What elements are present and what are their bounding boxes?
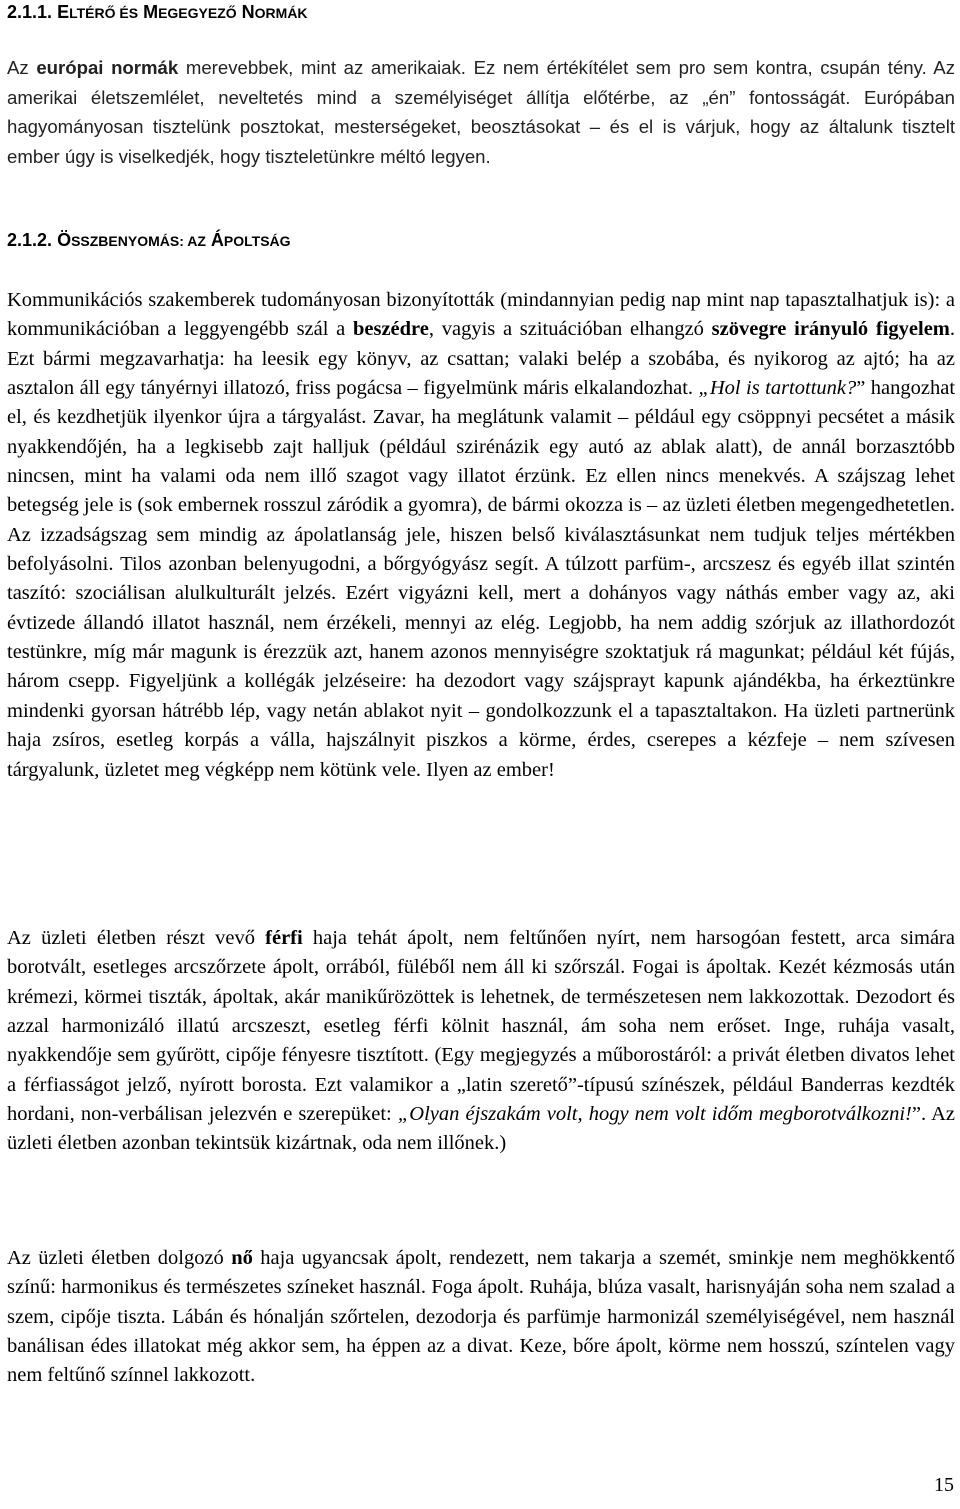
paragraph-communication: Kommunikációs szakemberek tudományosan bizonyították (mindannyian pedig nap mint nap tapasztalhatjuk is): a kommunikációban a leggyengébb szál a beszédre, vagyis a szituációban elhangzó szövegre irányuló figyelem. Ezt bármi megzavarhatja: ha leesik egy könyv, az csattan; valaki belép a szobába, és nyikorog az ajtó; ha az asztalon áll egy tányérnyi illatozó, friss pogácsa – figyelmünk máris elkalandozhat. „Hol is tartottunk?” hangozhat el, és kezdhetjük ilyenkor újra a tárgyalást. Zavar, ha meglátunk valamit – például egy csöppnyi pecsétet a másik nyakkendőjén, ha a legkisebb zajt halljuk (például szirénázik egy autó az ablak alatt), de annál borzasztóbb nincsen, mint ha valami oda nem illő szagot vagy illatot érzünk. Ez ellen nincs menekvés. A szájszag lehet betegség jele is (sok embernek rosszul záródik a gyomra), de bármi okozza is – az üzleti életben megengedhetetlen. Az izzadságszag sem mindig az ápolatlanság jele, hiszen belső kiválasztásunkat nem tudjuk teljes mértékben befolyásolni. Tilos azonban belenyugodni, a bőrgyógyász segít. A túlzott parfüm-, arcszesz és egyéb illat szintén taszító: szociálisan alulkulturált jelzés. Ezért vigyázni kell, mert a dohányos vagy náthás ember vagy az, aki évtizede állandó illatot használ, nem érzékeli, mennyi az elég. Legjobb, ha nem addig szórjuk az illathordozót testünkre, míg már magunk is érezzük azt, hanem azonos mennyiségre szoktatjuk rá magunkat; például két fújás, három csepp. Figyeljünk a kollégák jelzéseire: ha dezodort vagy szájsprayt kapunk ajándékba, ha érkeztünkre mindenki gyorsan hátrébb lép, vagy netán ablakot nyit – gondolkozzunk el a tapasztaltakon. Ha üzleti partnerünk haja zsíros, esetleg korpás a válla, hajszálnyit piszkos a körme, érdes, cserepes a kézfeje – nem szívesen tárgyalunk, üzletet meg végképp nem kötünk vele. Ilyen az ember!	[7, 289, 956, 781]
section-number: 2.1.2.	[7, 230, 53, 250]
paragraph-men-grooming: Az üzleti életben részt vevő férfi haja tehát ápolt, nem feltűnően nyírt, nem harsogóan festett, arca simára borotvált, esetleges arcszőrzete ápolt, orrából, füléből nem áll ki szőrszál. Fogai is ápoltak. Kezét kézmosás után krémezi, körmei tiszták, ápoltak, akár manikűrözöttek is lehetnek, de természetesen nem lakkozottak. Dezodort és azzal harmonizáló illatú arcszeszt, esetleg férfi kölnit használ, ám soha nem erőset. Inge, ruhája vasalt, nyakkendője sem gyűrött, cipője fényesre tisztított. (Egy megjegyzés a műborostáról: a privát életben divatos lehet a férfiasságot jelző, nyírott borosta. Ezt valamikor a „latin szerető”-típusú színészek, például Banderras kezdték hordani, non-verbálisan jelezvén e szerepüket: „Olyan éjszakám volt, hogy nem volt időm megborotválkozni!”. Az üzleti életben azonban tekintsük kizártnak, oda nem illőnek.)	[7, 927, 955, 1155]
paragraph-european-norms: Az európai normák merevebbek, mint az amerikaiak. Ez nem értékítélet sem pro sem kontra, csupán tény. Az amerikai életszemlélet, neveltetés mind a személyiséget állítja előtérbe, az „én” fontosságát. Európában hagyományosan tisztelünk posztokat, mesterségeket, beosztásokat – és el is várjuk, hogy az általunk tisztelt ember úgy is viselkedjék, hogy tiszteletünkre méltó legyen.	[7, 57, 956, 167]
section-heading-2-1-2: 2.1.2. ÖSSZBENYOMÁS: AZ ÁPOLTSÁG	[7, 230, 291, 250]
page-number: 15	[934, 1474, 954, 1496]
section-number: 2.1.1.	[7, 2, 53, 22]
paragraph-women-grooming: Az üzleti életben dolgozó nő haja ugyancsak ápolt, rendezett, nem takarja a szemét, sminkje nem meghökkentő színű: harmonikus és természetes színeket használ. Foga ápolt. Ruhája, blúza vasalt, harisnyáján soha nem szalad a szem, cipője tiszta. Lábán és hónalján szőrtelen, dezodorja és parfümje harmonizál személyiségével, nem használ banálisan édes illatokat még akkor sem, ha éppen az a divat. Keze, bőre ápolt, körme nem hosszú, színtelen vagy nem feltűnő színnel lakkozott.	[7, 1247, 955, 1387]
section-heading-2-1-1: 2.1.1. ELTÉRŐ ÉS MEGEGYEZŐ NORMÁK	[7, 2, 308, 22]
